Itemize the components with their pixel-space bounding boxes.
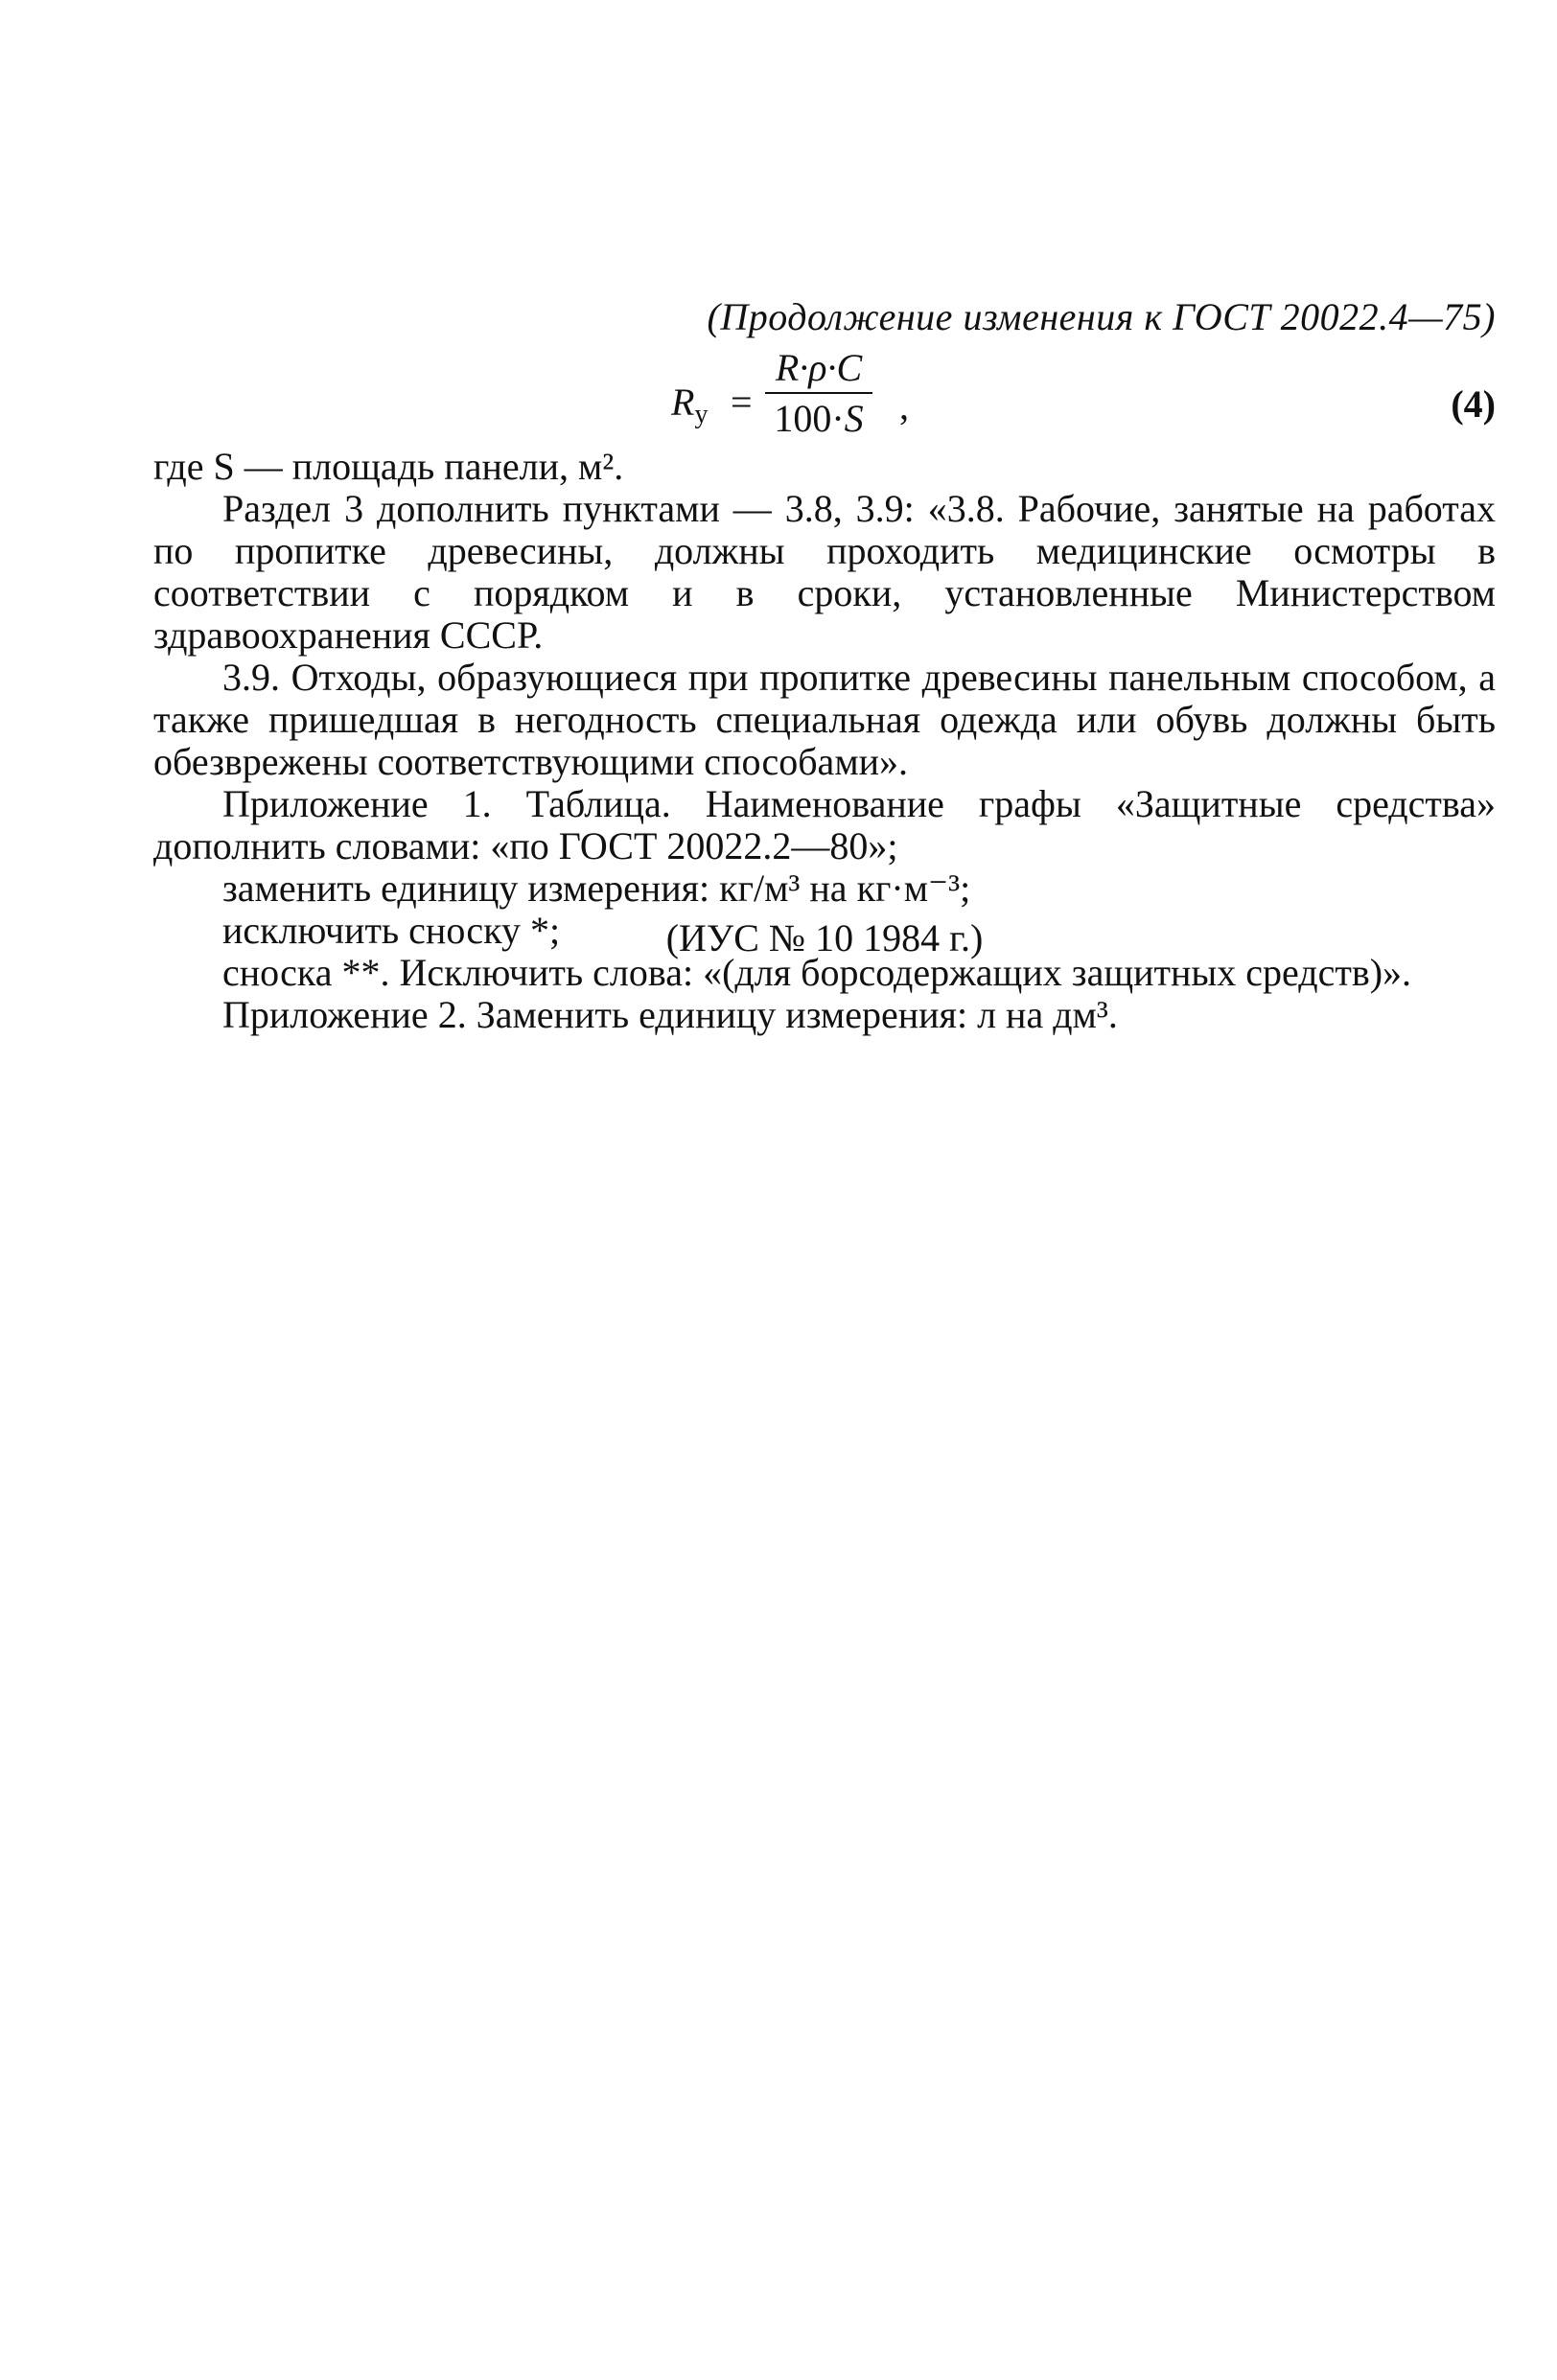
paragraph-where: где S — площадь панели, м². — [153, 445, 624, 488]
continuation-header: (Продолжение изменения к ГОСТ 20022.4—75) — [707, 295, 1496, 338]
paragraph-appendix-2: Приложение 2. Заменить единицу измерения: л на дм³. — [222, 993, 1118, 1036]
paragraph-footnote-1: исключить сноску *; — [222, 909, 561, 952]
formula-denominator: 100·S — [774, 397, 864, 440]
formula-comma: , — [899, 384, 909, 427]
paragraph-section-3: Раздел 3 дополнить пунктами — 3.8, 3.9: «3.8. Рабочие, занятые на работах по пропитке древесины, должны проходить медицинские осмотры в соответствии с порядком и в сроки, установленные Министерством здравоохранения СССР. — [153, 487, 1496, 657]
formula-numerator: R·ρ·C — [775, 346, 863, 389]
paragraph-appendix-1: Приложение 1. Таблица. Наименование графы «Защитные средства» дополнить словами: «по ГОСТ 20022.2—80»; — [153, 782, 1496, 867]
paragraph-3-9: 3.9. Отходы, образующиеся при пропитке древесины панельным способом, а также пришедшая в негодность специальная одежда или обувь должны быть обезврежены соответствующими способами». — [153, 656, 1496, 783]
formula — [671, 345, 978, 441]
formula-equals: = — [731, 381, 753, 424]
paragraph-footnote-2: сноска **. Исключить слова: «(для борсодержащих защитных средств)». — [222, 951, 1412, 994]
formula-lhs-subscript: у — [694, 400, 709, 429]
formula-lhs: $R_у$ — [671, 381, 709, 429]
ius-reference: (ИУС № 10 1984 г.) — [665, 916, 984, 959]
equation-number: (4) — [1451, 382, 1496, 426]
formula-fraction — [765, 345, 872, 441]
paragraph-unit-change: заменить единицу измерения: кг/м³ на кг·м⁻³; — [222, 867, 971, 910]
